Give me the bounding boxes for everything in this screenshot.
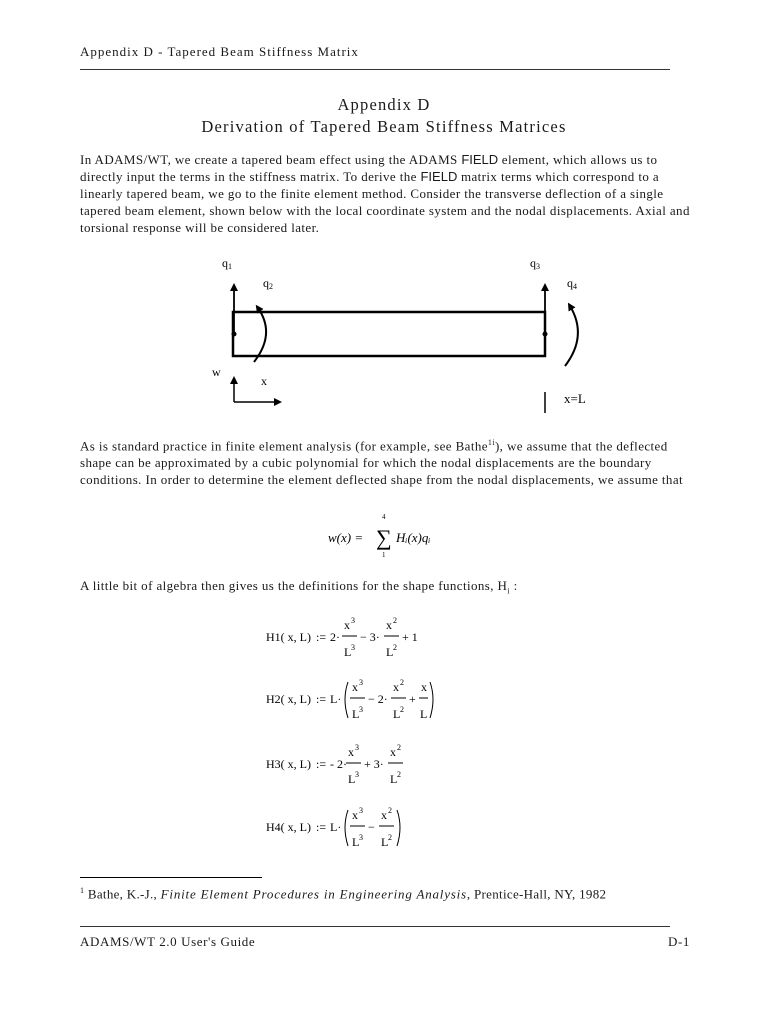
running-header: Appendix D - Tapered Beam Stiffness Matrix [80,44,359,59]
footer-rule [80,926,670,927]
svg-text:x: x [393,680,399,694]
q2-label: q2 [263,276,273,291]
sum-lower-limit: 1 [382,551,386,559]
svg-text:x: x [348,745,354,759]
svg-text:L: L [381,835,389,849]
svg-text:− 3·: − 3· [360,630,380,644]
sum-lhs: w(x) = [328,530,364,545]
svg-text::=: := [316,630,327,644]
svg-text:2: 2 [393,643,397,652]
svg-text::=: := [316,757,327,771]
appendix-title: Appendix D [337,95,431,114]
svg-text:L: L [386,645,394,659]
svg-text:2: 2 [397,770,401,779]
svg-text:H4( x, L): H4( x, L) [266,820,311,834]
svg-text:3: 3 [355,770,359,779]
sum-upper-limit: 4 [382,513,386,521]
intro-text: In ADAMS/WT, we create a tapered beam effect using the ADAMS [80,152,462,167]
field-keyword: FIELD [420,169,458,184]
svg-text:x: x [386,618,392,632]
intro-text: element, which allows us to directly input the terms in the stiffness matrix. To derive the [80,152,658,184]
svg-text:+ 3·: + 3· [364,757,384,771]
svg-text:x: x [421,680,427,694]
shape-function-intro [80,577,690,600]
citation-mark: 1i [487,438,495,447]
beam-figure [0,0,768,430]
w-label: w [212,365,221,379]
x-equals-L-label: x=L [564,391,586,406]
svg-text:3: 3 [355,743,359,752]
beam-element [233,312,545,356]
svg-text:L: L [344,645,352,659]
h3-equation [266,743,403,786]
h4-equation [266,806,400,849]
svg-text:L·: L· [330,820,342,834]
svg-text:2: 2 [388,806,392,815]
field-keyword: FIELD [461,152,499,167]
svg-text:x: x [352,680,358,694]
method-text: ), we assume that the deflected shape can be approximated by a cubic polynomial for which the nodal displacements are the boundary conditions. In order to determine the element deflected shape from the nodal displacements, we assume that [80,438,684,488]
q4-rotation-arrow [565,306,578,366]
shape-functions [260,612,480,862]
q3-label: q3 [530,256,540,271]
svg-text:L: L [348,772,356,786]
svg-text:2·: 2· [330,630,340,644]
svg-text:H3( x, L): H3( x, L) [266,757,311,771]
svg-text:L: L [352,707,360,721]
svg-text:2: 2 [393,616,397,625]
svg-text:3: 3 [359,833,363,842]
svg-text:3: 3 [359,705,363,714]
intro-text: matrix terms which correspond to a linearly tapered beam, we go to the finite element method. Consider the transverse deflection of a single tapered beam element, shown below with the local coordinate system and the nodal displacements. Axial and torsional response will be considered later. [80,169,690,235]
svg-text:2: 2 [397,743,401,752]
page-title: Derivation of Tapered Beam Stiffness Matrices [201,117,567,136]
q1-label: q1 [222,256,232,271]
svg-text:3: 3 [351,643,355,652]
sigma-symbol: ∑ [376,525,392,550]
method-paragraph [80,434,690,488]
svg-text::=: := [316,692,327,706]
svg-text:L: L [352,835,360,849]
svg-text:x: x [352,808,358,822]
svg-text:+: + [409,692,416,706]
footer-guide-title: ADAMS/WT 2.0 User's Guide [80,934,256,949]
q2-rotation-arrow [254,308,266,362]
svg-text:x: x [381,808,387,822]
svg-text:3: 3 [359,806,363,815]
svg-text:L: L [390,772,398,786]
svg-text:−: − [368,820,375,834]
sum-rhs: Hᵢ(x)qᵢ [396,530,431,545]
footnote-rule [80,877,262,878]
footnote-publisher: , Prentice-Hall, NY, 1982 [466,886,607,902]
shape-intro-tail: : [509,578,518,593]
svg-text:H1( x, L): H1( x, L) [266,630,311,644]
svg-text:3: 3 [351,616,355,625]
svg-text:x: x [390,745,396,759]
svg-text:L: L [420,707,428,721]
h2-equation [266,678,433,721]
subscript-i: i [507,586,510,596]
svg-text:2: 2 [388,833,392,842]
svg-text:x: x [344,618,350,632]
svg-text:3: 3 [359,678,363,687]
footnote-author: Bathe, K.-J., [84,886,161,902]
svg-text:- 2·: - 2· [330,757,347,771]
svg-text:L·: L· [330,692,342,706]
svg-text:− 2·: − 2· [368,692,388,706]
svg-text:H2( x, L): H2( x, L) [266,692,311,706]
h1-equation [266,616,418,659]
svg-text:2: 2 [400,705,404,714]
svg-text:2: 2 [400,678,404,687]
shape-intro-text: A little bit of algebra then gives us the definitions for the shape functions, H [80,578,508,593]
footnote-book-title: Finite Element Procedures in Engineering Analysis [160,886,467,902]
q4-label: q4 [567,276,577,291]
x-label: x [261,374,267,388]
page-number: D-1 [667,934,690,949]
footnote [80,886,606,902]
method-text: As is standard practice in finite element analysis (for example, see Bathe [80,438,488,454]
svg-text::=: := [316,820,327,834]
footnote-mark: 1 [80,886,85,895]
sum-equation [320,505,460,560]
svg-text:L: L [393,707,401,721]
svg-text:+ 1: + 1 [402,630,418,644]
